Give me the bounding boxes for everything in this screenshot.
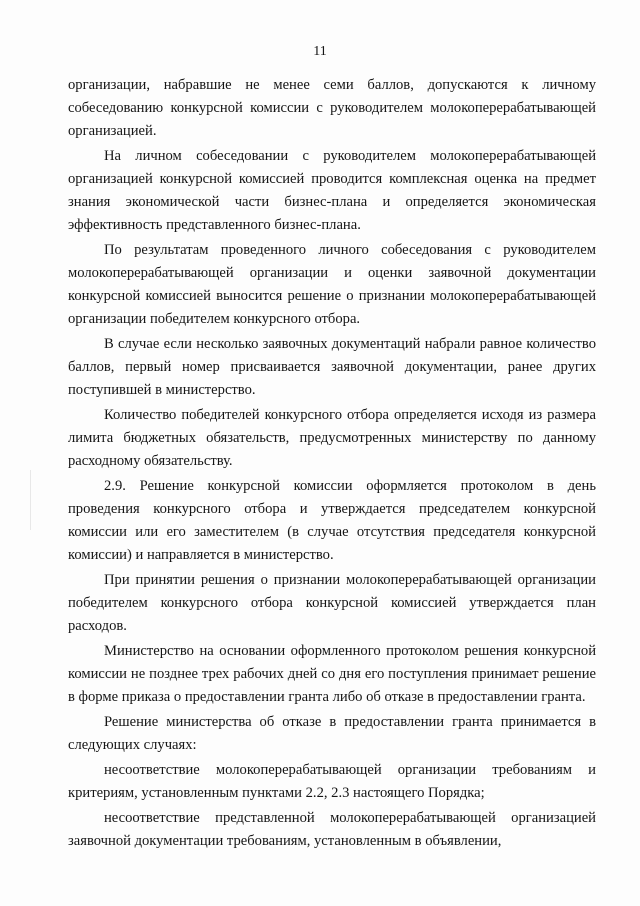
- paragraph-3: По результатам проведенного личного собеседования с руководителем молокоперерабатывающей организации и оценки заявочной документации конкурсной комиссией выносится решение о признании молокоперерабатывающей организации победителем конкурсного отбора.: [68, 242, 596, 327]
- paragraph-4: В случае если несколько заявочных документаций набрали равное количество баллов, первый номер присваивается заявочной документации, ранее других поступившей в министерство.: [68, 336, 596, 398]
- paragraph-1: организации, набравшие не менее семи баллов, допускаются к личному собеседованию конкурсной комиссии с руководителем молокоперерабатывающей организацией.: [68, 77, 596, 139]
- page-number: 11: [313, 44, 327, 59]
- paragraph-5: Количество победителей конкурсного отбора определяется исходя из размера лимита бюджетных обязательств, предусмотренных министерству по данному расходному обязательству.: [68, 407, 596, 469]
- paragraph-10: несоответствие молокоперерабатывающей организации требованиям и критериям, установленным пунктами 2.2, 2.3 настоящего Порядка;: [68, 762, 596, 801]
- paragraph-11: несоответствие представленной молокоперерабатывающей организацией заявочной документации требованиям, установленным в объявлении,: [68, 810, 596, 849]
- document-body: [68, 74, 596, 855]
- paragraph-7: При принятии решения о признании молокоперерабатывающей организации победителем конкурсного отбора конкурсной комиссией утверждается план расходов.: [68, 572, 596, 634]
- paragraph-2: На личном собеседовании с руководителем молокоперерабатывающей организацией конкурсной комиссией проводится комплексная оценка на предмет знания экономической части бизнес-плана и определяется экономическая эффективность представленного бизнес-плана.: [68, 148, 596, 233]
- scan-artifact: [30, 470, 31, 530]
- paragraph-8: Министерство на основании оформленного протоколом решения конкурсной комиссии не позднее трех рабочих дней со дня его поступления принимает решение в форме приказа о предоставлении гранта либо об отказе в предоставлении гранта.: [68, 643, 596, 705]
- paragraph-6: 2.9. Решение конкурсной комиссии оформляется протоколом в день проведения конкурсного отбора и утверждается председателем конкурсной комиссии или его заместителем (в случае отсутствия председателя конкурсной комиссии) и направляется в министерство.: [68, 478, 596, 563]
- paragraph-9: Решение министерства об отказе в предоставлении гранта принимается в следующих случаях:: [68, 714, 596, 753]
